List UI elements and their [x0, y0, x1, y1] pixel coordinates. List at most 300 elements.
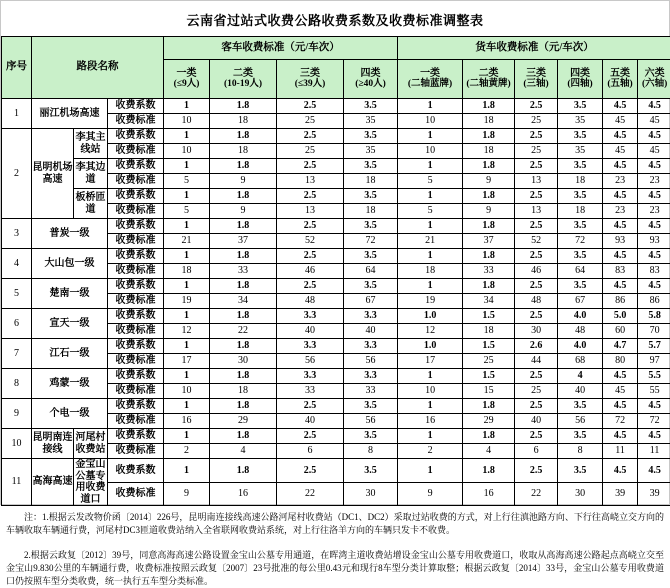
footnotes: [1, 506, 669, 588]
value-cell-coef: 3.5: [344, 459, 398, 483]
value-cell-coef: 3.3: [344, 339, 398, 354]
value-cell-coef: 3.5: [558, 279, 603, 294]
value-cell-coef: 2.5: [277, 399, 344, 414]
value-cell-rate: 21: [164, 234, 210, 249]
value-cell-coef: 3.5: [344, 429, 398, 444]
value-cell-coef: 1.8: [210, 459, 277, 483]
value-cell-coef: 2.5: [515, 249, 558, 264]
col-header-index: 序号: [2, 37, 32, 99]
value-cell-rate: 72: [344, 234, 398, 249]
section-index: 1: [2, 99, 32, 129]
value-cell-rate: 22: [210, 324, 277, 339]
value-cell-rate: 8: [344, 444, 398, 459]
value-cell-coef: 1.8: [463, 219, 515, 234]
value-cell-coef: 4.5: [603, 429, 638, 444]
value-cell-rate: 56: [344, 354, 398, 369]
value-cell-coef: 1: [164, 399, 210, 414]
table-row: [2, 279, 670, 294]
value-cell-rate: 5: [398, 174, 463, 189]
value-cell-rate: 5: [164, 204, 210, 219]
col-header-passenger-class-3: [277, 60, 344, 99]
value-cell-rate: 35: [558, 114, 603, 129]
value-cell-rate: 18: [210, 114, 277, 129]
value-cell-coef: 4.5: [603, 249, 638, 264]
value-cell-coef: 3.5: [344, 189, 398, 204]
toll-table: [1, 36, 670, 506]
value-cell-rate: 72: [638, 414, 670, 429]
table-row: [2, 429, 670, 444]
row-label: 收费标准: [108, 384, 164, 399]
value-cell-coef: 5.0: [603, 309, 638, 324]
value-cell-rate: 6: [515, 444, 558, 459]
value-cell-rate: 25: [277, 114, 344, 129]
table-row: [2, 399, 670, 414]
value-cell-rate: 10: [398, 144, 463, 159]
value-cell-coef: 3.5: [344, 399, 398, 414]
value-cell-rate: 16: [210, 482, 277, 506]
value-cell-coef: 3.5: [558, 399, 603, 414]
value-cell-rate: 64: [558, 264, 603, 279]
value-cell-rate: 5: [398, 204, 463, 219]
value-cell-rate: 30: [515, 324, 558, 339]
value-cell-rate: 30: [344, 482, 398, 506]
value-cell-rate: 12: [398, 324, 463, 339]
class-label: 五类: [603, 68, 637, 80]
value-cell-rate: 22: [515, 482, 558, 506]
value-cell-rate: 25: [515, 114, 558, 129]
class-sublabel: (≤9人): [164, 79, 209, 90]
value-cell-coef: 1.8: [210, 99, 277, 114]
value-cell-coef: 1: [398, 129, 463, 144]
class-sublabel: (10-19人): [210, 79, 276, 90]
table-row: [2, 459, 670, 483]
col-header-truck-class-3: [515, 60, 558, 99]
value-cell-coef: 4.5: [603, 219, 638, 234]
value-cell-coef: 1.8: [463, 429, 515, 444]
class-label: 一类: [164, 68, 209, 80]
value-cell-rate: 17: [398, 354, 463, 369]
value-cell-coef: 1: [164, 159, 210, 174]
value-cell-coef: 1: [398, 219, 463, 234]
row-label: 收费标准: [108, 294, 164, 309]
value-cell-coef: 3.3: [277, 309, 344, 324]
value-cell-coef: 4.5: [638, 249, 670, 264]
value-cell-coef: 1.8: [210, 429, 277, 444]
col-header-passenger-class-1: [164, 60, 210, 99]
section-name: 鸡蒙一级: [32, 369, 108, 399]
value-cell-rate: 93: [603, 234, 638, 249]
value-cell-coef: 2.5: [515, 459, 558, 483]
col-header-passenger-class-4: [344, 60, 398, 99]
value-cell-rate: 35: [344, 114, 398, 129]
value-cell-rate: 2: [164, 444, 210, 459]
value-cell-coef: 4.0: [558, 309, 603, 324]
value-cell-coef: 1: [398, 429, 463, 444]
table-row: [2, 369, 670, 384]
value-cell-coef: 3.3: [277, 369, 344, 384]
row-label: 收费标准: [108, 144, 164, 159]
value-cell-rate: 40: [277, 324, 344, 339]
section-index: 2: [2, 129, 32, 219]
row-label: 收费系数: [108, 129, 164, 144]
value-cell-coef: 1.0: [398, 339, 463, 354]
value-cell-coef: 1.8: [463, 159, 515, 174]
value-cell-rate: 18: [210, 144, 277, 159]
class-sublabel: (四轴): [558, 79, 602, 90]
value-cell-rate: 56: [558, 414, 603, 429]
value-cell-rate: 11: [638, 444, 670, 459]
value-cell-coef: 3.5: [558, 459, 603, 483]
value-cell-coef: 2.6: [515, 339, 558, 354]
section-name: 楚南一级: [32, 279, 108, 309]
table-row: [2, 339, 670, 354]
section-index: 5: [2, 279, 32, 309]
value-cell-coef: 2.5: [515, 129, 558, 144]
value-cell-rate: 18: [344, 174, 398, 189]
row-label: 收费系数: [108, 309, 164, 324]
value-cell-coef: 1.8: [463, 249, 515, 264]
value-cell-rate: 25: [515, 384, 558, 399]
value-cell-coef: 1.8: [210, 279, 277, 294]
value-cell-coef: 1.8: [210, 159, 277, 174]
value-cell-rate: 34: [210, 294, 277, 309]
table-row: [2, 159, 670, 174]
value-cell-rate: 46: [277, 264, 344, 279]
value-cell-coef: 4.5: [603, 159, 638, 174]
value-cell-rate: 30: [558, 482, 603, 506]
value-cell-coef: 1: [164, 189, 210, 204]
value-cell-rate: 16: [398, 414, 463, 429]
value-cell-rate: 48: [515, 294, 558, 309]
section-name: 普炭一级: [32, 219, 108, 249]
row-label: 收费系数: [108, 159, 164, 174]
value-cell-rate: 52: [277, 234, 344, 249]
value-cell-coef: 3.3: [344, 309, 398, 324]
value-cell-rate: 56: [344, 414, 398, 429]
sub-name: 板桥匝道: [74, 189, 108, 219]
value-cell-coef: 5.7: [638, 339, 670, 354]
value-cell-rate: 80: [603, 354, 638, 369]
class-label: 六类: [638, 68, 670, 80]
value-cell-coef: 4.5: [603, 399, 638, 414]
row-label: 收费标准: [108, 414, 164, 429]
value-cell-coef: 1: [164, 339, 210, 354]
table-row: [2, 99, 670, 114]
value-cell-coef: 3.3: [344, 369, 398, 384]
page-title: 云南省过站式收费公路收费系数及收费标准调整表: [1, 1, 669, 36]
section-index: 4: [2, 249, 32, 279]
value-cell-coef: 3.5: [558, 159, 603, 174]
value-cell-rate: 13: [277, 204, 344, 219]
value-cell-coef: 5.8: [638, 309, 670, 324]
value-cell-rate: 45: [603, 144, 638, 159]
value-cell-rate: 37: [463, 234, 515, 249]
value-cell-coef: 2.5: [515, 99, 558, 114]
value-cell-coef: 3.5: [558, 189, 603, 204]
section-name: 高海高速: [32, 459, 74, 506]
value-cell-rate: 45: [638, 144, 670, 159]
section-index: 8: [2, 369, 32, 399]
value-cell-coef: 1.8: [463, 399, 515, 414]
section-index: 9: [2, 399, 32, 429]
sub-name: 李其主线站: [74, 129, 108, 159]
value-cell-coef: 3.5: [558, 99, 603, 114]
value-cell-rate: 45: [638, 114, 670, 129]
class-sublabel: (二轴蓝牌): [398, 79, 462, 90]
value-cell-coef: 1.8: [463, 459, 515, 483]
value-cell-coef: 1: [164, 369, 210, 384]
value-cell-rate: 8: [558, 444, 603, 459]
value-cell-rate: 55: [638, 384, 670, 399]
value-cell-rate: 9: [463, 204, 515, 219]
value-cell-rate: 97: [638, 354, 670, 369]
value-cell-coef: 3.5: [344, 279, 398, 294]
value-cell-coef: 3.5: [558, 429, 603, 444]
row-label: 收费标准: [108, 482, 164, 506]
row-label: 收费标准: [108, 354, 164, 369]
value-cell-rate: 45: [603, 384, 638, 399]
header-row-groups: [2, 37, 670, 60]
table-row: [2, 249, 670, 264]
value-cell-rate: 9: [398, 482, 463, 506]
value-cell-coef: 3.5: [344, 219, 398, 234]
value-cell-rate: 9: [463, 174, 515, 189]
value-cell-rate: 11: [603, 444, 638, 459]
class-sublabel: (二轴黄牌): [463, 79, 514, 90]
value-cell-rate: 40: [558, 384, 603, 399]
value-cell-rate: 9: [210, 174, 277, 189]
class-sublabel: (三轴): [515, 79, 557, 90]
value-cell-rate: 86: [603, 294, 638, 309]
value-cell-rate: 70: [638, 324, 670, 339]
col-header-truck-group: 货车收费标准（元/车次）: [398, 37, 670, 60]
value-cell-coef: 3.5: [558, 249, 603, 264]
value-cell-rate: 60: [603, 324, 638, 339]
class-label: 三类: [515, 68, 557, 80]
value-cell-rate: 18: [463, 324, 515, 339]
section-name: 江石一级: [32, 339, 108, 369]
value-cell-rate: 18: [164, 264, 210, 279]
class-label: 二类: [210, 68, 276, 80]
row-label: 收费系数: [108, 189, 164, 204]
value-cell-coef: 2.5: [277, 159, 344, 174]
value-cell-coef: 5.5: [638, 369, 670, 384]
value-cell-rate: 39: [603, 482, 638, 506]
value-cell-rate: 83: [603, 264, 638, 279]
value-cell-coef: 2.5: [277, 129, 344, 144]
value-cell-rate: 39: [638, 482, 670, 506]
section-index: 3: [2, 219, 32, 249]
value-cell-rate: 52: [515, 234, 558, 249]
section-name: 个电一级: [32, 399, 108, 429]
value-cell-rate: 22: [277, 482, 344, 506]
class-label: 二类: [463, 68, 514, 80]
value-cell-rate: 2: [398, 444, 463, 459]
value-cell-coef: 2.5: [277, 189, 344, 204]
value-cell-coef: 4.5: [603, 99, 638, 114]
row-label: 收费系数: [108, 429, 164, 444]
value-cell-rate: 86: [638, 294, 670, 309]
value-cell-rate: 16: [463, 482, 515, 506]
value-cell-coef: 4.5: [638, 399, 670, 414]
table-row: [2, 309, 670, 324]
value-cell-coef: 1.8: [210, 249, 277, 264]
value-cell-coef: 2.5: [515, 279, 558, 294]
value-cell-coef: 4.5: [638, 189, 670, 204]
value-cell-rate: 34: [463, 294, 515, 309]
section-name: 宣天一级: [32, 309, 108, 339]
value-cell-rate: 72: [603, 414, 638, 429]
value-cell-rate: 29: [210, 414, 277, 429]
class-label: 一类: [398, 68, 462, 80]
value-cell-rate: 30: [210, 354, 277, 369]
value-cell-coef: 1.8: [210, 369, 277, 384]
value-cell-rate: 44: [515, 354, 558, 369]
value-cell-coef: 2.5: [515, 309, 558, 324]
class-sublabel: (五轴): [603, 79, 637, 90]
value-cell-rate: 6: [277, 444, 344, 459]
value-cell-coef: 1: [164, 129, 210, 144]
value-cell-coef: 1.8: [210, 399, 277, 414]
value-cell-rate: 25: [515, 144, 558, 159]
value-cell-coef: 4.5: [603, 459, 638, 483]
value-cell-coef: 1.8: [463, 189, 515, 204]
value-cell-coef: 2.5: [277, 429, 344, 444]
class-sublabel: (≥40人): [344, 79, 397, 90]
sub-name: 金宝山公墓专用收费道口: [74, 459, 108, 506]
section-index: 7: [2, 339, 32, 369]
value-cell-coef: 1.8: [210, 189, 277, 204]
value-cell-coef: 1.5: [463, 309, 515, 324]
value-cell-rate: 46: [515, 264, 558, 279]
value-cell-coef: 4.5: [638, 99, 670, 114]
value-cell-rate: 13: [277, 174, 344, 189]
value-cell-rate: 35: [344, 144, 398, 159]
section-name: 昆明机场高速: [32, 129, 74, 219]
col-header-road: 路段名称: [32, 37, 164, 99]
value-cell-coef: 1.5: [463, 339, 515, 354]
value-cell-coef: 1: [398, 249, 463, 264]
value-cell-rate: 12: [164, 324, 210, 339]
value-cell-coef: 4.7: [603, 339, 638, 354]
value-cell-rate: 67: [344, 294, 398, 309]
value-cell-rate: 17: [164, 354, 210, 369]
value-cell-coef: 1: [164, 99, 210, 114]
section-name: 昆明南连接线: [32, 429, 74, 459]
class-label: 四类: [344, 68, 397, 80]
value-cell-coef: 1.8: [210, 219, 277, 234]
value-cell-coef: 2.5: [515, 429, 558, 444]
row-label: 收费系数: [108, 459, 164, 483]
value-cell-coef: 1.8: [210, 129, 277, 144]
value-cell-coef: 1.8: [210, 339, 277, 354]
col-header-truck-class-4: [558, 60, 603, 99]
value-cell-coef: 1.0: [398, 309, 463, 324]
value-cell-rate: 16: [164, 414, 210, 429]
class-sublabel: (六轴): [638, 79, 670, 90]
sub-name: 河尾村收费站: [74, 429, 108, 459]
col-header-passenger-class-2: [210, 60, 277, 99]
row-label: 收费标准: [108, 114, 164, 129]
row-label: 收费系数: [108, 339, 164, 354]
value-cell-rate: 45: [603, 114, 638, 129]
value-cell-coef: 3.3: [277, 339, 344, 354]
value-cell-rate: 33: [344, 384, 398, 399]
value-cell-coef: 1.5: [463, 369, 515, 384]
value-cell-rate: 18: [463, 144, 515, 159]
value-cell-coef: 1: [164, 249, 210, 264]
row-label: 收费系数: [108, 219, 164, 234]
value-cell-rate: 18: [558, 174, 603, 189]
value-cell-rate: 68: [558, 354, 603, 369]
value-cell-coef: 4.0: [558, 339, 603, 354]
section-name: 丽江机场高速: [32, 99, 108, 129]
table-body: [2, 99, 670, 506]
value-cell-rate: 21: [398, 234, 463, 249]
value-cell-rate: 9: [164, 482, 210, 506]
value-cell-rate: 64: [344, 264, 398, 279]
value-cell-rate: 33: [463, 264, 515, 279]
value-cell-rate: 18: [210, 384, 277, 399]
value-cell-rate: 10: [164, 384, 210, 399]
row-label: 收费系数: [108, 279, 164, 294]
class-label: 三类: [277, 68, 343, 80]
value-cell-rate: 10: [398, 114, 463, 129]
row-label: 收费系数: [108, 369, 164, 384]
value-cell-rate: 18: [398, 264, 463, 279]
value-cell-coef: 1.8: [463, 279, 515, 294]
value-cell-coef: 2.5: [277, 249, 344, 264]
col-header-truck-class-6: [638, 60, 670, 99]
row-label: 收费系数: [108, 249, 164, 264]
value-cell-coef: 1: [398, 159, 463, 174]
value-cell-coef: 4.5: [638, 429, 670, 444]
value-cell-rate: 10: [164, 144, 210, 159]
value-cell-coef: 2.5: [277, 459, 344, 483]
value-cell-rate: 19: [164, 294, 210, 309]
value-cell-coef: 3.5: [344, 159, 398, 174]
table-row: [2, 129, 670, 144]
row-label: 收费标准: [108, 444, 164, 459]
value-cell-rate: 5: [164, 174, 210, 189]
value-cell-rate: 23: [638, 174, 670, 189]
value-cell-rate: 18: [344, 204, 398, 219]
col-header-truck-class-5: [603, 60, 638, 99]
value-cell-coef: 1.8: [210, 309, 277, 324]
value-cell-rate: 25: [277, 144, 344, 159]
value-cell-coef: 1: [398, 459, 463, 483]
value-cell-rate: 10: [164, 114, 210, 129]
value-cell-coef: 4.5: [638, 219, 670, 234]
value-cell-rate: 13: [515, 174, 558, 189]
value-cell-coef: 3.5: [558, 219, 603, 234]
value-cell-rate: 15: [463, 384, 515, 399]
row-label: 收费标准: [108, 324, 164, 339]
value-cell-rate: 10: [398, 384, 463, 399]
value-cell-coef: 2.5: [515, 189, 558, 204]
value-cell-coef: 4.5: [603, 129, 638, 144]
value-cell-coef: 4.5: [638, 159, 670, 174]
value-cell-rate: 83: [638, 264, 670, 279]
value-cell-rate: 23: [603, 174, 638, 189]
value-cell-coef: 1: [398, 99, 463, 114]
row-label: 收费系数: [108, 399, 164, 414]
value-cell-rate: 13: [515, 204, 558, 219]
value-cell-rate: 18: [558, 204, 603, 219]
value-cell-coef: 1: [398, 369, 463, 384]
value-cell-coef: 2.5: [515, 159, 558, 174]
value-cell-rate: 25: [463, 354, 515, 369]
